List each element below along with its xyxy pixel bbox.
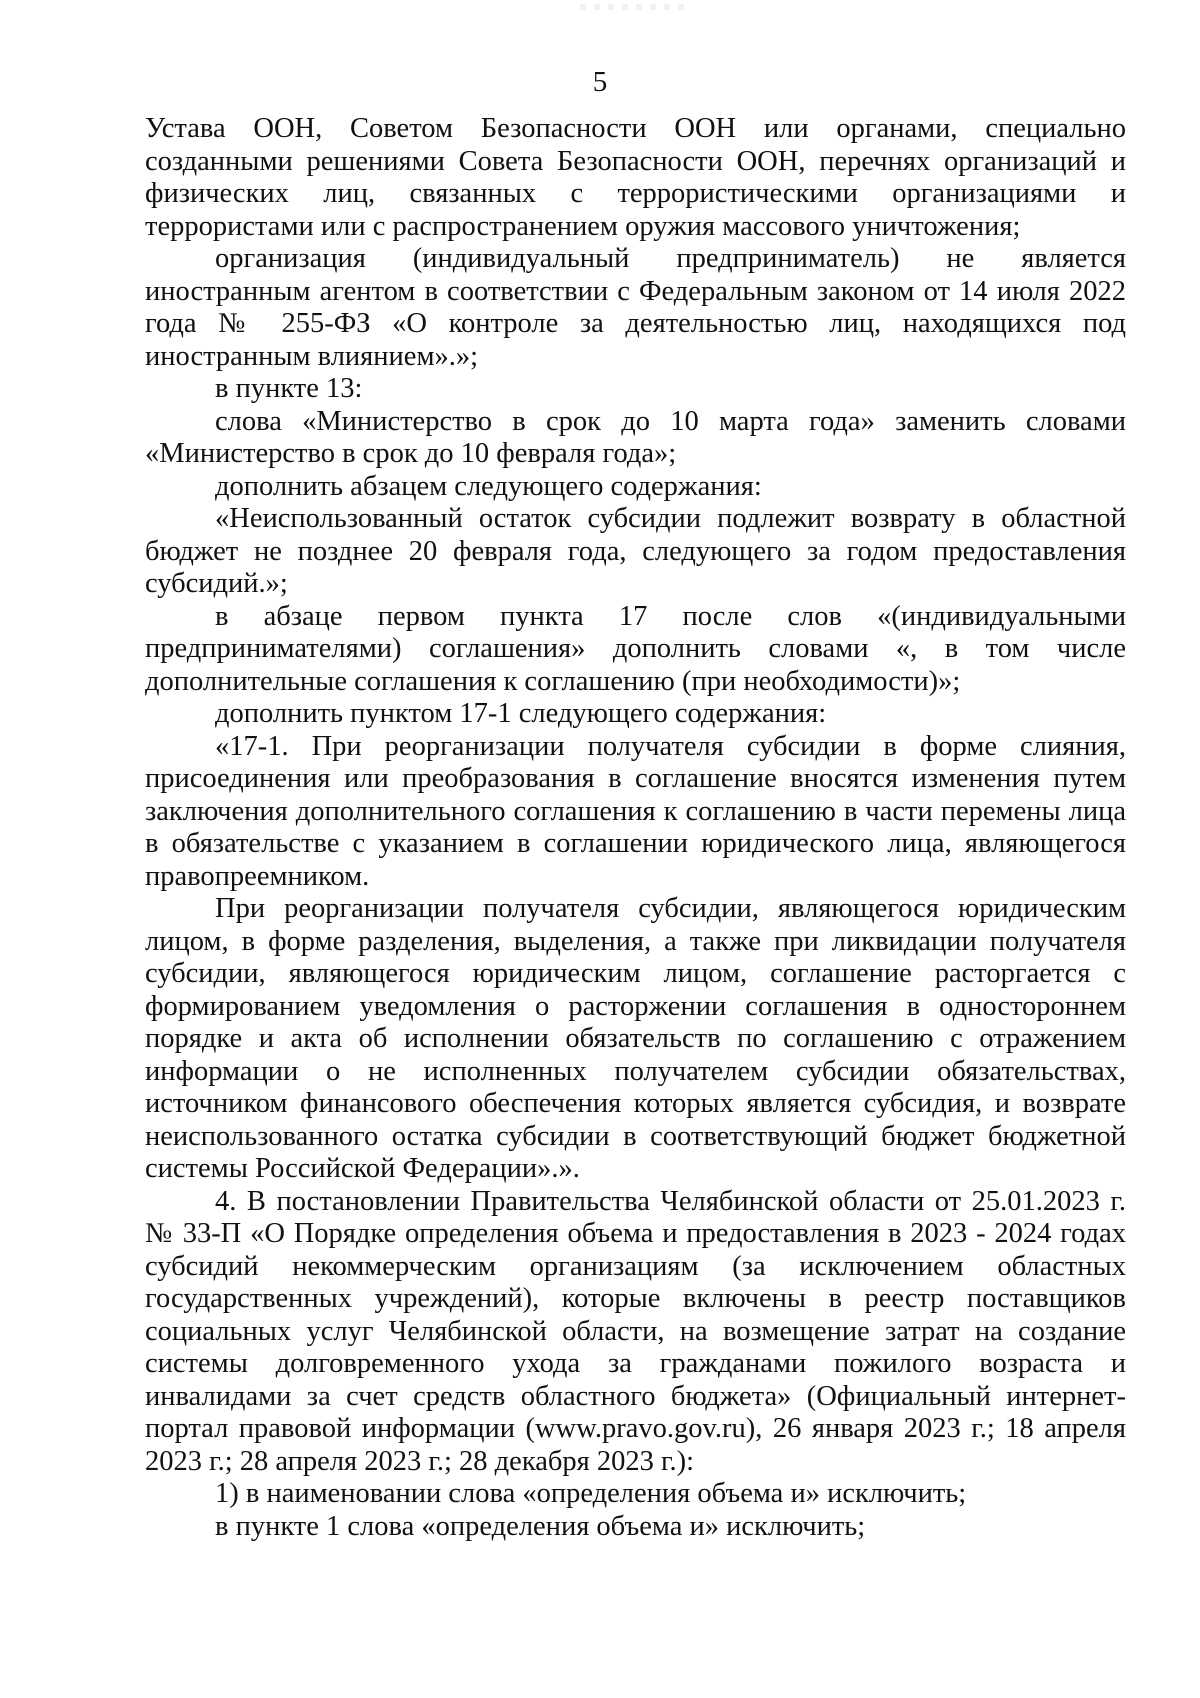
paragraph: 1) в наименовании слова «определения объема и» исключить; bbox=[215, 1478, 967, 1509]
paragraph-continuation: Устава ООН, Советом Безопасности ООН или органами, специально созданными решениями Совета Безопасности ООН, перечнях организаций и физических лиц, связанных с террористическими организациями и террористами или с распространением оружия массового уничтожения; bbox=[145, 113, 1126, 242]
paragraph: дополнить пунктом 17-1 следующего содержания: bbox=[215, 698, 827, 729]
paragraph: дополнить абзацем следующего содержания: bbox=[215, 470, 762, 502]
paragraph: «Неиспользованный остаток субсидии подлежит возврату в областной бюджет не позднее 20 февраля года, следующего за годом предоставления субсидий.»; bbox=[145, 503, 1126, 599]
paragraph: организация (индивидуальный предприниматель) не является иностранным агентом в соответствии с Федеральным законом от 14 июля 2022 года № 255-ФЗ «О контроле за деятельностью лиц, находящихся под иностранным влиянием».»; bbox=[145, 243, 1126, 372]
paragraph: в абзаце первом пункта 17 после слов «(индивидуальными предпринимателями) соглашения» дополнить словами «, в том числе дополнительные соглашения к соглашению (при необходимости)»; bbox=[145, 600, 1126, 697]
paragraph: слова «Министерство в срок до 10 марта года» заменить словами «Министерство в срок до 10 февраля года»; bbox=[145, 405, 1126, 469]
paragraph: «17-1. При реорганизации получателя субсидии в форме слияния, присоединения или преобразования в соглашение вносятся изменения путем заключения дополнительного соглашения к соглашению в части перемены лица в обязательстве с указанием в соглашении юридического лица, являющегося правопреемником. bbox=[145, 730, 1126, 892]
paragraph: При реорганизации получателя субсидии, являющегося юридическим лицом, в форме разделения, выделения, а также при ликвидации получателя субсидии, являющегося юридическим лицом, соглашение расторгается с формированием уведомления о расторжении соглашения в одностороннем порядке и акта об исполнении обязательств по соглашению с отражением информации о не исполненных получателем субсидии обязательствах, источником финансового обеспечения которых является субсидия, и возврате неиспользованного остатка субсидии в соответствующий бюджет бюджетной системы Российской Федерации».». bbox=[145, 893, 1126, 1184]
scan-artifact bbox=[580, 4, 690, 10]
paragraph: 4. В постановлении Правительства Челябинской области от 25.01.2023 г. № 33-П «О Порядке определения объема и предоставления в 2023 - 2024 годах субсидий некоммерческим организациям (за исключением областных государственных учреждений), которые включены в реестр поставщиков социальных услуг Челябинской области, на возмещение затрат на создание системы долговременного ухода за гражданами пожилого возраста и инвалидами за счет средств областного бюджета» (Официальный интернет-портал правовой информации (www.pravo.gov.ru), 26 января 2023 г.; 18 апреля 2023 г.; 28 апреля 2023 г.; 28 декабря 2023 г.): bbox=[145, 1185, 1126, 1477]
paragraph: в пункте 1 слова «определения объема и» исключить; bbox=[215, 1510, 866, 1542]
page-number: 5 bbox=[592, 66, 608, 98]
document-body bbox=[145, 113, 1126, 1543]
paragraph: в пункте 13: bbox=[215, 373, 363, 404]
